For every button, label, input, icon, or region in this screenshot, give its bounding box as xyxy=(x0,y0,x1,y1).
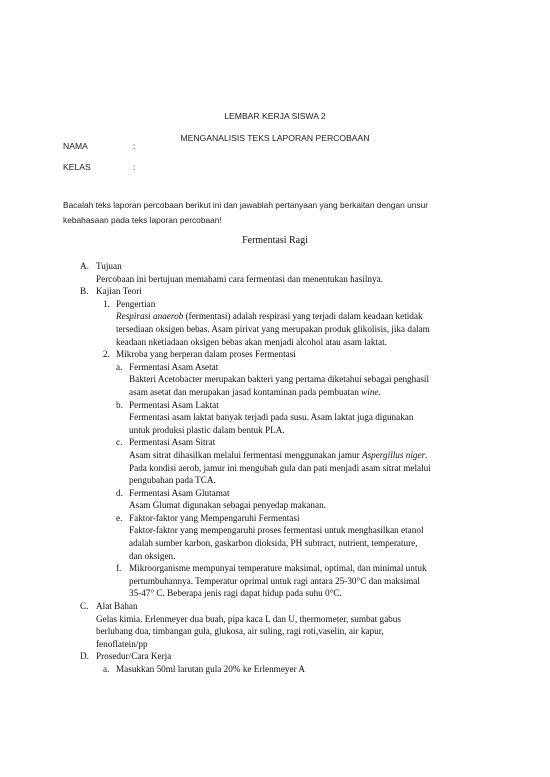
paragraph-line: dan oksigen. xyxy=(129,550,176,561)
section-a-text: Percobaan ini bertujuan memahami cara fermentasi dan menentukan hasilnya. xyxy=(96,273,383,284)
paragraph-line: Fermentasi asam laktat banyak terjadi pada susu. Asam laktat juga digunakan xyxy=(129,412,414,423)
item-marker: c. xyxy=(116,437,123,448)
instruction-line: kebahasaan pada teks laporan percobaan! xyxy=(63,215,222,225)
step-a: a. Masukkan 50ml larutan gula 20% ke Erlenmeyer A xyxy=(103,664,306,674)
section-c-heading: C. Alat Bahan xyxy=(80,601,138,612)
subsection-marker: 1. xyxy=(103,298,110,309)
subsection-1-heading: 1. Pengertian xyxy=(103,298,156,309)
worksheet-title: LEMBAR KERJA SISWA 2 xyxy=(224,111,326,121)
paragraph-line: pengubahan pada TCA. xyxy=(129,475,216,486)
item-f: f. Mikroorganisme mempunyai temperature maksimal, optimal, dan minimal untuk xyxy=(116,563,427,574)
paragraph-line: untuk produksi plastic dalam bentuk PLA. xyxy=(129,424,285,435)
item-c-heading: c. Permentasi Asam Sitrat xyxy=(116,437,216,448)
paragraph-line: 35-47° C. Beberapa jenis ragi dapat hidup pada suhu 0°C. xyxy=(129,588,342,599)
section-b-heading: B. Kajian Teori xyxy=(80,286,142,297)
paragraph-line: Faktor-faktor yang mempengaruhi proses fermentasi untuk menghasilkan etanol xyxy=(129,525,424,536)
field-label: KELAS xyxy=(63,162,91,172)
paragraph-line: Asam sitrat dihasilkan melalui fermentasi menggunakan jamur Aspergillus niger. xyxy=(129,449,428,460)
field-colon: : xyxy=(133,141,136,151)
instruction-text xyxy=(63,198,503,228)
paragraph-line: fenoflatein/pp xyxy=(96,638,148,649)
section-marker: B. xyxy=(80,286,89,297)
paragraph-line: keadaan nketiadaan oksigen bebas akan menjadi alcohol atau asam laktat. xyxy=(116,336,387,347)
subsection-2-heading: 2. Mikroba yang berperan dalam proses Fermentasi xyxy=(103,349,296,360)
item-marker: d. xyxy=(116,487,123,498)
field-kelas xyxy=(63,162,136,172)
field-nama xyxy=(63,141,136,151)
item-marker: a. xyxy=(116,361,123,372)
section-a-heading: A. Tujuan xyxy=(80,261,122,271)
section-marker: C. xyxy=(80,601,89,612)
step-marker: a. xyxy=(103,664,110,674)
paragraph-line: asam asetat dan merupakan jasad kontaminan pada pembuatan wine. xyxy=(129,386,381,397)
report-body xyxy=(63,260,503,676)
item-b-heading: b. Permentasi Asam Laktat xyxy=(116,399,219,410)
item-marker: b. xyxy=(116,399,123,410)
paragraph-line: Gelas kimia. Erlenmeyer dua buah, pipa kaca L dan U, thermometer, sumbat gabus xyxy=(96,613,401,624)
item-marker: e. xyxy=(116,512,123,523)
item-a-heading: a. Fermentasi Asam Asetat xyxy=(116,361,219,372)
item-e-heading: e. Faktor-faktor yang Mempengaruhi Fermentasi xyxy=(116,512,300,523)
paragraph-line: Bakteri Acetobacter merupakan bakteri yang pertama diketahui sebagai penghasil xyxy=(129,374,430,385)
paragraph-line: Pada kondisi aerob, jamur ini mengubah gula dan pati menjadi asam sitrat melalui xyxy=(129,462,431,473)
item-marker: f. xyxy=(116,563,122,574)
field-colon: : xyxy=(133,162,136,172)
paragraph-line: adalah sumber karbon, gaskarbon dioksida, PH subtract, nutrient, temperature, xyxy=(129,538,418,549)
item-d-heading: d. Fermentasi Asam Glutamat xyxy=(116,487,230,498)
paragraph-line: berlubang dua, timbangan gula, glukosa, air suling, ragi roti,vaselin, air kapur, xyxy=(96,626,384,637)
paragraph-line: tersediaan oksigen bebas. Asam pirivat yang merupakan produk glikolisis, jika dalam xyxy=(116,323,430,334)
section-marker: D. xyxy=(80,651,89,662)
section-marker: A. xyxy=(80,261,89,271)
field-label: NAMA xyxy=(63,141,88,151)
subsection-marker: 2. xyxy=(103,349,110,360)
paragraph-line: Respirasi anaerob (fermentasi) adalah respirasi yang terjadi dalam keadaan ketidak xyxy=(116,311,423,322)
paragraph-line: pertumbuhannya. Temperatur oprimal untuk ragi antara 25-30°C dan maksimal xyxy=(129,575,420,586)
section-d-heading: D. Prosedur/Cara Kerja xyxy=(80,651,172,662)
report-title: Fermentasi Ragi xyxy=(242,235,308,246)
instruction-line: Bacalah teks laporan percobaan berikut ini dan jawablah pertanyaan yang berkaitan dengan unsur xyxy=(63,200,429,210)
worksheet-subtitle: MENGANALISIS TEKS LAPORAN PERCOBAAN xyxy=(180,133,370,143)
paragraph-line: Asam Glumat digunakan sebagai penyedap makanan. xyxy=(129,500,326,511)
